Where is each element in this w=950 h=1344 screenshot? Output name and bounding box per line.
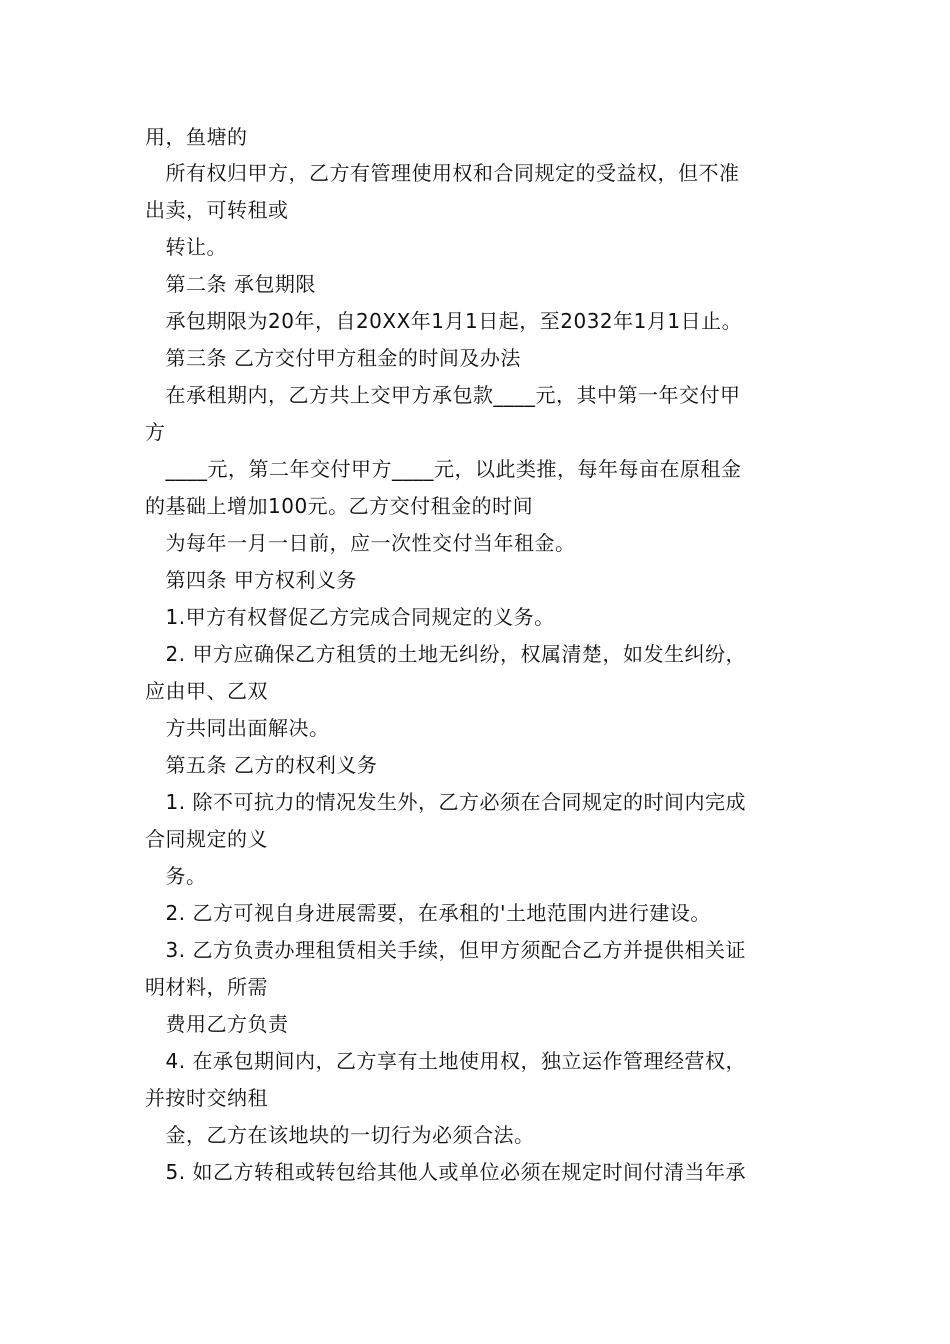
text-line: 5. 如乙方转租或转包给其他人或单位必须在规定时间付清当年承 <box>145 1160 746 1184</box>
text-line: 2. 乙方可视自身进展需要，在承租的'土地范围内进行建设。 <box>145 901 711 925</box>
text-line: 所有权归甲方，乙方有管理使用权和合同规定的受益权，但不准 <box>145 161 740 185</box>
text-line: 务。 <box>145 864 207 888</box>
text-line: 4. 在承包期间内，乙方享有土地使用权，独立运作管理经营权， <box>145 1049 746 1073</box>
text-line: 转让。 <box>145 235 227 259</box>
text-line: 2. 甲方应确保乙方租赁的土地无纠纷，权属清楚，如发生纠纷， <box>145 642 746 666</box>
text-line: 方 <box>145 420 166 444</box>
text-line: 的基础上增加100元。乙方交付租金的时间 <box>145 494 534 518</box>
text-line: ____元，第二年交付甲方____元，以此类推，每年每亩在原租金 <box>145 457 742 481</box>
text-line: 方共同出面解决。 <box>145 716 330 740</box>
text-line: 合同规定的义 <box>145 827 268 851</box>
text-line: 并按时交纳租 <box>145 1086 268 1110</box>
text-line: 出卖，可转租或 <box>145 198 289 222</box>
text-line: 用，鱼塘的 <box>145 125 248 149</box>
text-line: 为每年一月一日前，应一次性交付当年租金。 <box>145 531 576 555</box>
section-heading: 第三条 乙方交付甲方租金的时间及办法 <box>145 346 521 370</box>
text-line: 承包期限为20年，自20XX年1月1日起，至2032年1月1日止。 <box>145 309 743 333</box>
text-line: 在承租期内，乙方共上交甲方承包款____元，其中第一年交付甲 <box>145 383 741 407</box>
text-line: 应由甲、乙双 <box>145 679 268 703</box>
text-line: 金，乙方在该地块的一切行为必须合法。 <box>145 1123 535 1147</box>
text-line: 1. 除不可抗力的情况发生外，乙方必须在合同规定的时间内完成 <box>145 790 746 814</box>
section-heading: 第二条 承包期限 <box>145 272 316 296</box>
section-heading: 第四条 甲方权利义务 <box>145 568 357 592</box>
text-line: 费用乙方负责 <box>145 1012 289 1036</box>
text-line: 1.甲方有权督促乙方完成合同规定的义务。 <box>145 605 555 629</box>
text-line: 明材料，所需 <box>145 975 268 999</box>
section-heading: 第五条 乙方的权利义务 <box>145 753 378 777</box>
text-line: 3. 乙方负责办理租赁相关手续，但甲方须配合乙方并提供相关证 <box>145 938 746 962</box>
